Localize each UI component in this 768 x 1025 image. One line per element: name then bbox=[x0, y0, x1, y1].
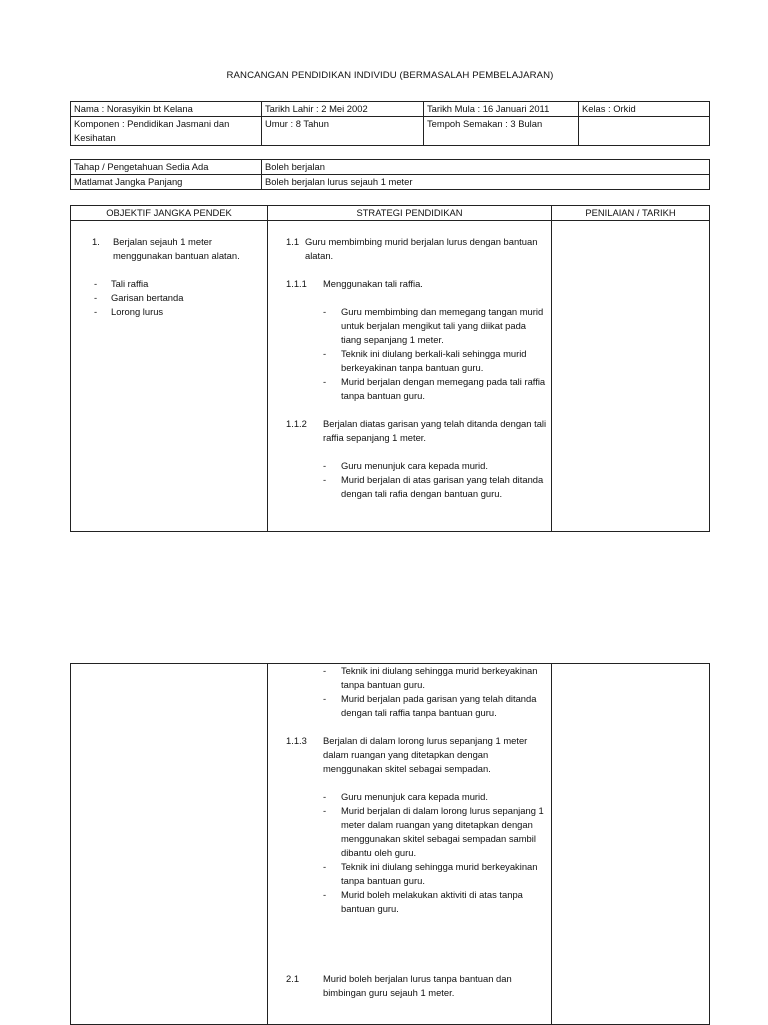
student-info-table bbox=[70, 101, 710, 146]
age: Umur : 8 Tahun bbox=[262, 117, 424, 146]
list-item: - Lorong lurus bbox=[94, 306, 164, 317]
list-item: - Guru menunjuk cara kepada murid. bbox=[323, 791, 488, 802]
evaluation-cell bbox=[552, 221, 710, 532]
list-item: - Murid boleh melakukan aktiviti di atas tanpa bantuan guru. bbox=[323, 889, 523, 914]
list-item: - Murid berjalan dengan memegang pada tali raffia tanpa bantuan guru. bbox=[323, 376, 546, 401]
review-period: Tempoh Semakan : 3 Bulan bbox=[424, 117, 579, 146]
birth-date: Tarikh Lahir : 2 Mei 2002 bbox=[262, 102, 424, 117]
list-item: - Teknik ini diulang sehingga murid berkeyakinan tanpa bantuan guru. bbox=[323, 861, 538, 886]
component: Komponen : Pendidikan Jasmani dan Kesihatan bbox=[71, 117, 262, 146]
list-item: - Garisan bertanda bbox=[94, 292, 184, 303]
strategy-1-1-1-list bbox=[283, 305, 548, 403]
header-objective: OBJEKTIF JANGKA PENDEK bbox=[71, 206, 268, 221]
goal-table bbox=[70, 159, 710, 190]
list-item: - Guru membimbing dan memegang tangan murid untuk berjalan mengikut tali yang diikat pada tiang sepanjang 1 meter. bbox=[323, 306, 544, 345]
plan-table-continued bbox=[70, 663, 710, 1025]
document-title: RANCANGAN PENDIDIKAN INDIVIDU (BERMASALAH PEMBELAJARAN) bbox=[226, 70, 554, 81]
list-item: - Murid berjalan di atas garisan yang telah ditanda dengan tali rafia dengan bantuan guru. bbox=[323, 474, 544, 499]
strategy-cell bbox=[268, 221, 552, 532]
objective-number: 1. bbox=[92, 236, 100, 247]
objective-item bbox=[74, 235, 264, 263]
list-item: - Guru menunjuk cara kepada murid. bbox=[323, 460, 488, 471]
level-label: Tahap / Pengetahuan Sedia Ada bbox=[71, 160, 262, 175]
long-term-goal-value: Boleh berjalan lurus sejauh 1 meter bbox=[262, 175, 710, 190]
student-name: Nama : Norasyikin bt Kelana bbox=[71, 102, 262, 117]
objective-cell bbox=[71, 664, 268, 1025]
objective-tools-list bbox=[74, 277, 264, 319]
strategy-1-1-3-list bbox=[283, 790, 548, 916]
header-strategy: STRATEGI PENDIDIKAN bbox=[268, 206, 552, 221]
objective-text: Berjalan sejauh 1 meter menggunakan bantuan alatan. bbox=[113, 236, 240, 261]
list-item: - Tali raffia bbox=[94, 278, 149, 289]
strategy-1-1-3: 1.1.3 Berjalan di dalam lorong lurus sepanjang 1 meter dalam ruangan yang ditetapkan dengan menggunakan skitel sebagai sempadan. bbox=[286, 735, 528, 774]
long-term-goal-label: Matlamat Jangka Panjang bbox=[71, 175, 262, 190]
list-item: - Murid berjalan pada garisan yang telah ditanda dengan tali raffia tanpa bantuan guru. bbox=[323, 693, 537, 718]
level-value: Boleh berjalan bbox=[262, 160, 710, 175]
objective-cell bbox=[71, 221, 268, 532]
evaluation-cell bbox=[552, 664, 710, 1025]
strategy-2-1: 2.1 Murid boleh berjalan lurus tanpa bantuan dan bimbingan guru sejauh 1 meter. bbox=[286, 973, 512, 998]
list-item: - Teknik ini diulang sehingga murid berkeyakinan tanpa bantuan guru. bbox=[323, 665, 538, 690]
strategy-1-1-1: 1.1.1 Menggunakan tali raffia. bbox=[286, 278, 423, 289]
empty-cell bbox=[579, 117, 710, 146]
list-item: - Murid berjalan di dalam lorong lurus sepanjang 1 meter dalam ruangan yang ditetapkan dengan menggunakan skitel sebagai sempadan sambil dibantu oleh guru. bbox=[323, 805, 544, 858]
list-item: - Teknik ini diulang berkali-kali sehingga murid berkeyakinan tanpa bantuan guru. bbox=[323, 348, 527, 373]
strategy-1-1-2: 1.1.2 Berjalan diatas garisan yang telah ditanda dengan tali raffia sepanjang 1 meter. bbox=[286, 418, 547, 443]
start-date: Tarikh Mula : 16 Januari 2011 bbox=[424, 102, 579, 117]
header-evaluation: PENILAIAN / TARIKH bbox=[552, 206, 710, 221]
class-name: Kelas : Orkid bbox=[579, 102, 710, 117]
plan-table bbox=[70, 205, 710, 532]
strategy-cell bbox=[268, 664, 552, 1025]
strategy-1-1-2-list bbox=[283, 459, 548, 501]
strategy-1-1: 1.1 Guru membimbing murid berjalan lurus dengan bantuan alatan. bbox=[286, 236, 538, 261]
strategy-1-1-2-list-continued bbox=[283, 664, 548, 720]
